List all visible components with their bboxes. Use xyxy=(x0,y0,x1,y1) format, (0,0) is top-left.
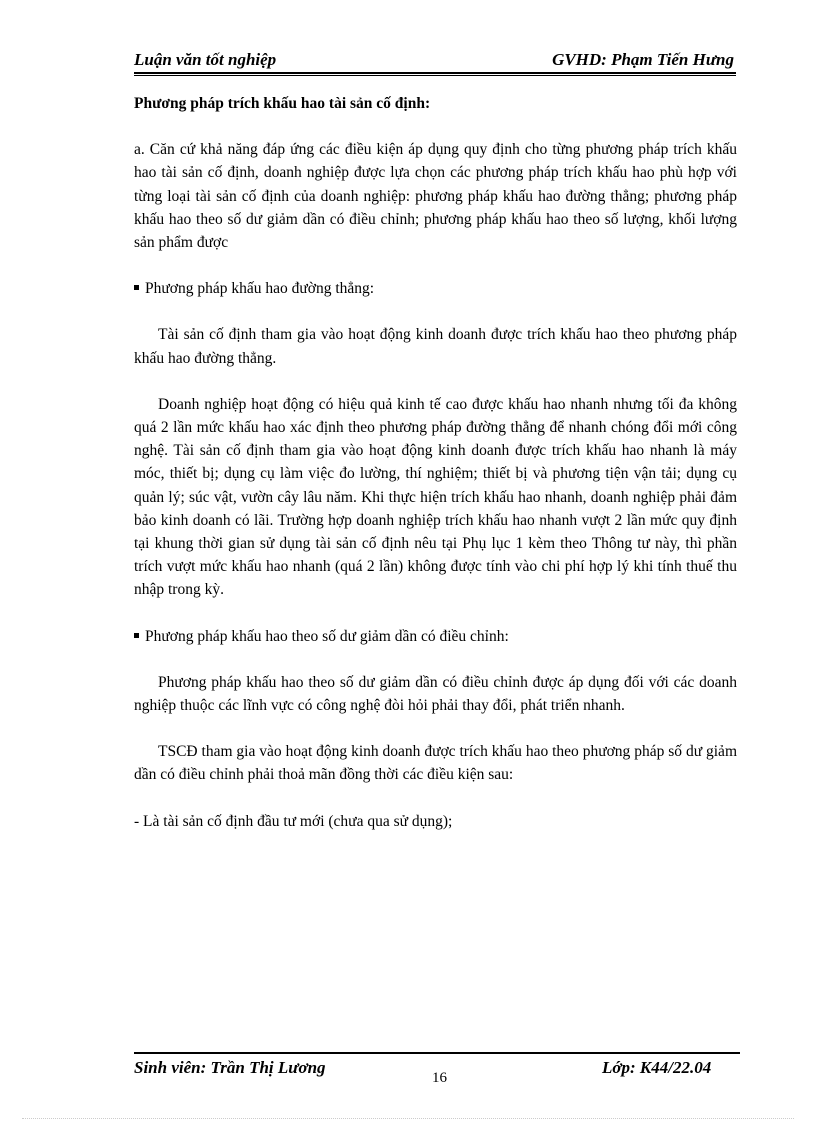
bullet-declining-balance xyxy=(134,625,737,648)
footer-rule xyxy=(134,1052,740,1054)
footer-student: Sinh viên: Trần Thị Lương xyxy=(134,1058,326,1077)
bullet-straight-line xyxy=(134,277,737,300)
page-body xyxy=(134,92,737,856)
paragraph-declining-balance-2: TSCĐ tham gia vào hoạt động kinh doanh được trích khấu hao theo phương pháp số dư giảm dần có điều chỉnh phải thoả mãn đồng thời các điều kiện sau: xyxy=(134,743,737,784)
paragraph-straight-line-2: Doanh nghiệp hoạt động có hiệu quả kinh tế cao được khấu hao nhanh nhưng tối đa không quá 2 lần mức khấu hao xác định theo phương pháp đường thẳng để nhanh chóng đổi mới công nghệ. Tài sản cố định tham gia vào hoạt động kinh doanh được trích khấu hao nhanh là máy móc, thiết bị; dụng cụ làm việc đo lường, thí nghiệm; thiết bị và phương tiện vận tải; dụng cụ quản lý; súc vật, vườn cây lâu năm. Khi thực hiện trích khấu hao nhanh, doanh nghiệp phải đảm bảo kinh doanh có lãi. Trường hợp doanh nghiệp trích khấu hao nhanh vượt 2 lần mức quy định tại khung thời gian sử dụng tài sản cố định nêu tại Phụ lục 1 kèm theo Thông tư này, thì phần trích vượt mức khấu hao nhanh (quá 2 lần) không được tính vào chi phí hợp lý khi tính thuế thu nhập trong kỳ. xyxy=(134,395,737,599)
header-rule xyxy=(134,75,736,76)
page-header xyxy=(134,50,736,74)
bullet-square-icon xyxy=(134,285,139,290)
page-number: 16 xyxy=(432,1070,447,1086)
bullet-square-icon xyxy=(134,633,139,638)
condition-item: - Là tài sản cố định đầu tư mới (chưa qua sử dụng); xyxy=(134,812,453,830)
header-thesis-title: Luận văn tốt nghiệp xyxy=(134,50,277,69)
paragraph-straight-line-1: Tài sản cố định tham gia vào hoạt động kinh doanh được trích khấu hao theo phương pháp khấu hao đường thẳng. xyxy=(134,326,737,367)
paragraph-declining-balance-1: Phương pháp khấu hao theo số dư giảm dần có điều chỉnh được áp dụng đối với các doanh nghiệp thuộc các lĩnh vực có công nghệ đòi hỏi phải thay đổi, phát triển nhanh. xyxy=(134,673,737,715)
header-supervisor: GVHD: Phạm Tiến Hưng xyxy=(552,50,734,69)
page-edge-divider xyxy=(22,1118,794,1119)
bullet-declining-balance-label: Phương pháp khấu hao theo số dư giảm dần có điều chỉnh: xyxy=(145,627,509,645)
paragraph-a: a. Căn cứ khả năng đáp ứng các điều kiện áp dụng quy định cho từng phương pháp trích khấu hao tài sản cố định, doanh nghiệp được lựa chọn các phương pháp trích khấu hao phù hợp với từng loại tài sản cố định của doanh nghiệp: phương pháp khấu hao đường thẳng; phương pháp khấu hao theo số dư giảm dần có điều chỉnh; phương pháp khấu hao theo số lượng, khối lượng sản phẩm được xyxy=(134,141,737,252)
footer-class: Lớp: K44/22.04 xyxy=(602,1058,712,1077)
bullet-straight-line-label: Phương pháp khấu hao đường thẳng: xyxy=(145,280,375,298)
section-heading: Phương pháp trích khấu hao tài sản cố định: xyxy=(134,95,431,112)
